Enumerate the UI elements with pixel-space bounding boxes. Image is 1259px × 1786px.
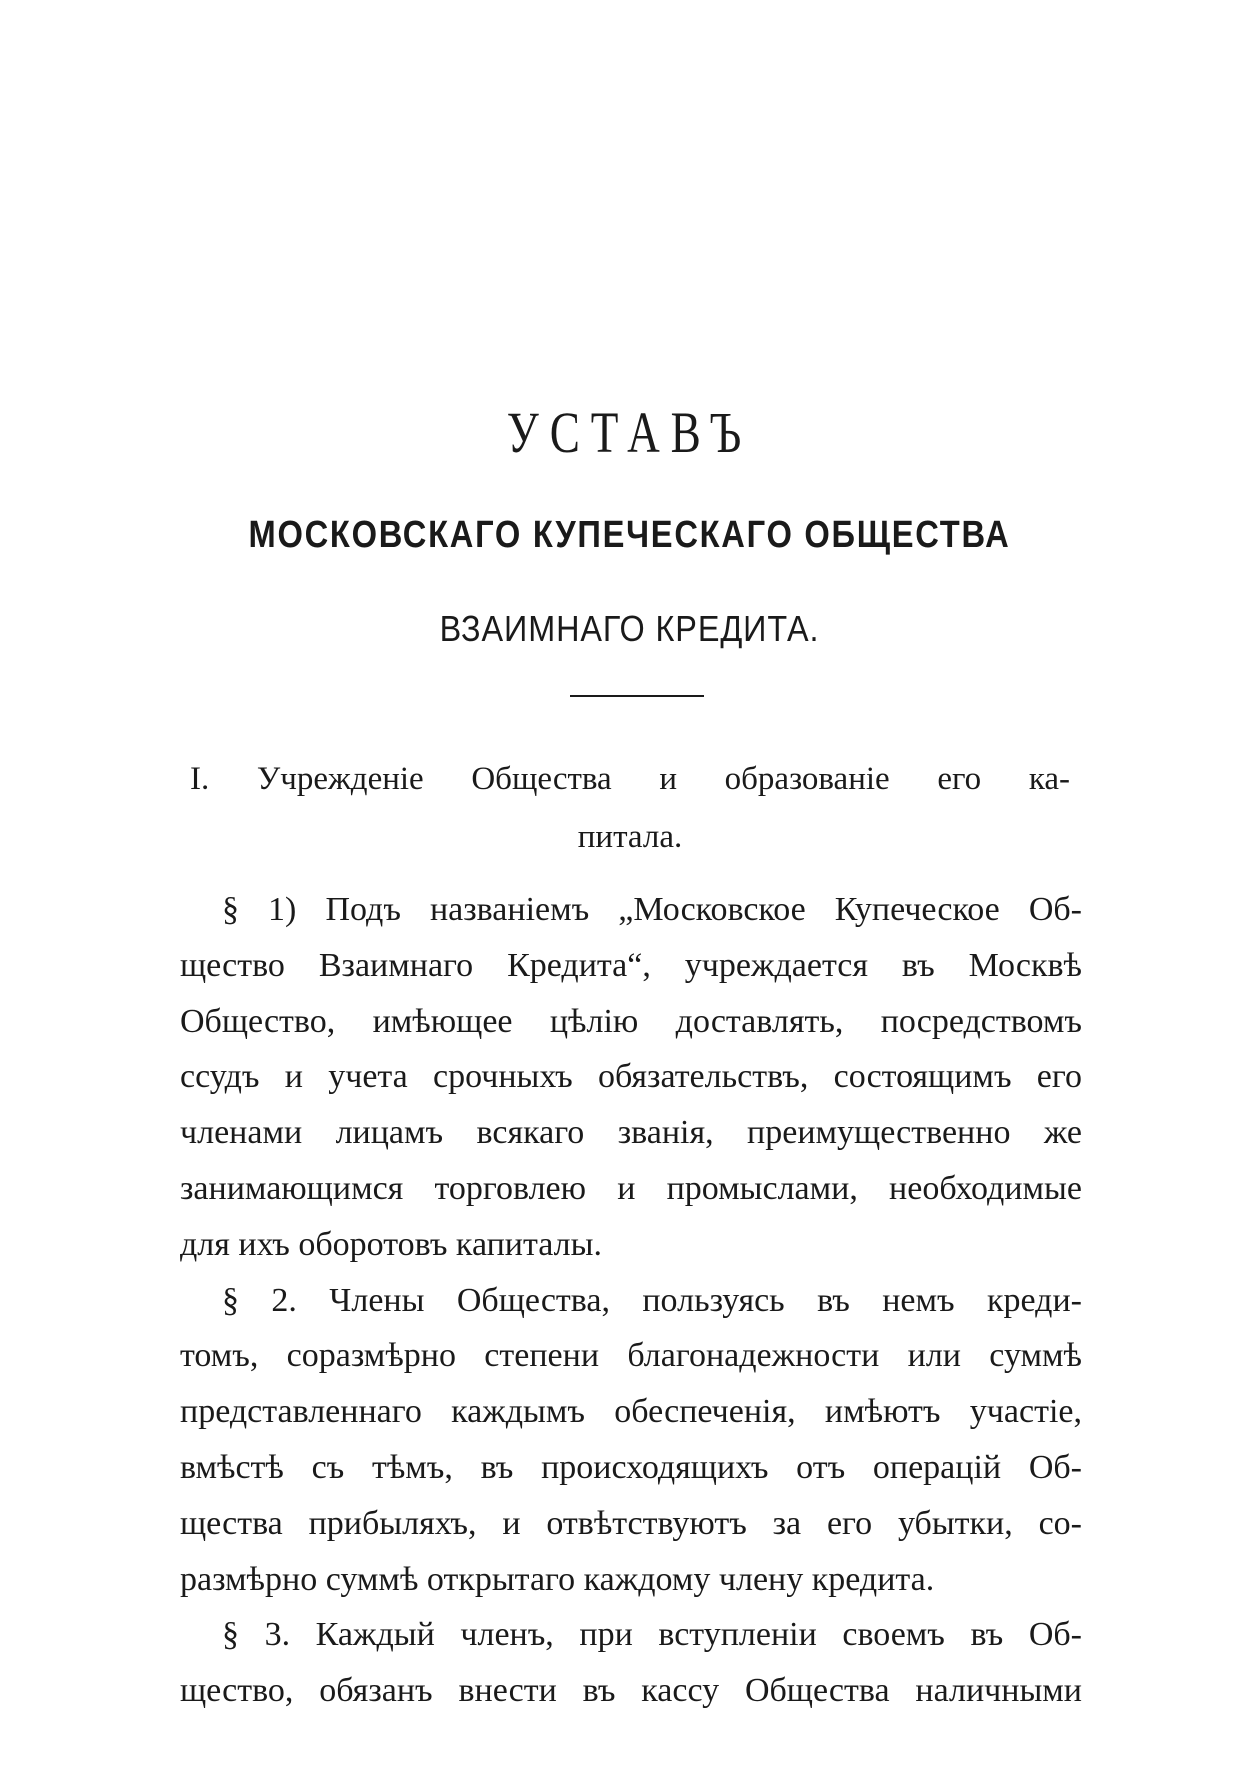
paragraph-line: размѣрно суммѣ открытаго каждому члену кредита. (180, 1560, 935, 1598)
paragraph-line: Общество, имѣющее цѣлію доставлять, посредствомъ (180, 1002, 1082, 1040)
paragraph-line: занимающимся торговлею и промыслами, необходимые (180, 1169, 1082, 1207)
document-subtitle: МОСКОВСКАГО КУПЕЧЕСКАГО ОБЩЕСТВА (248, 514, 1011, 556)
paragraph-line: § 3. Каждый членъ, при вступленіи своемъ въ Об- (222, 1616, 1082, 1654)
title-divider (570, 695, 704, 697)
paragraph-line: щества прибыляхъ, и отвѣтствуютъ за его убытки, со- (180, 1504, 1082, 1542)
paragraph-line: представленнаго каждымъ обеспеченія, имѣютъ участіе, (180, 1393, 1082, 1431)
section-heading (190, 750, 1070, 866)
paragraph-line: ссудъ и учета срочныхъ обязательствъ, состоящимъ его (180, 1058, 1082, 1096)
paragraph-line: членами лицамъ всякаго званія, преимущественно же (180, 1114, 1082, 1152)
section-heading-line: питала. (577, 819, 683, 855)
document-body (180, 882, 1082, 1719)
paragraph-line: § 1) Подъ названіемъ „Московское Купеческое Об- (222, 891, 1082, 928)
paragraph-line: для ихъ оборотовъ капиталы. (180, 1225, 602, 1263)
paragraph-line: щество Взаимнаго Кредита“, учреждается въ Москвѣ (180, 946, 1082, 984)
paragraph-line: § 2. Члены Общества, пользуясь въ немъ креди- (222, 1281, 1082, 1319)
paragraph-line: щество, обязанъ внести въ кассу Общества наличными (180, 1672, 1082, 1710)
paragraph-line: томъ, соразмѣрно степени благонадежности или суммѣ (180, 1337, 1082, 1375)
document-subtitle-second: ВЗАИМНАГО КРЕДИТА. (439, 608, 820, 649)
paragraph-line: вмѣстѣ съ тѣмъ, въ происходящихъ отъ операцій Об- (180, 1448, 1082, 1486)
document-title: УСТАВЪ (506, 400, 753, 465)
section-heading-line: I. Учрежденіе Общества и образованіе его ка- (190, 761, 1070, 797)
